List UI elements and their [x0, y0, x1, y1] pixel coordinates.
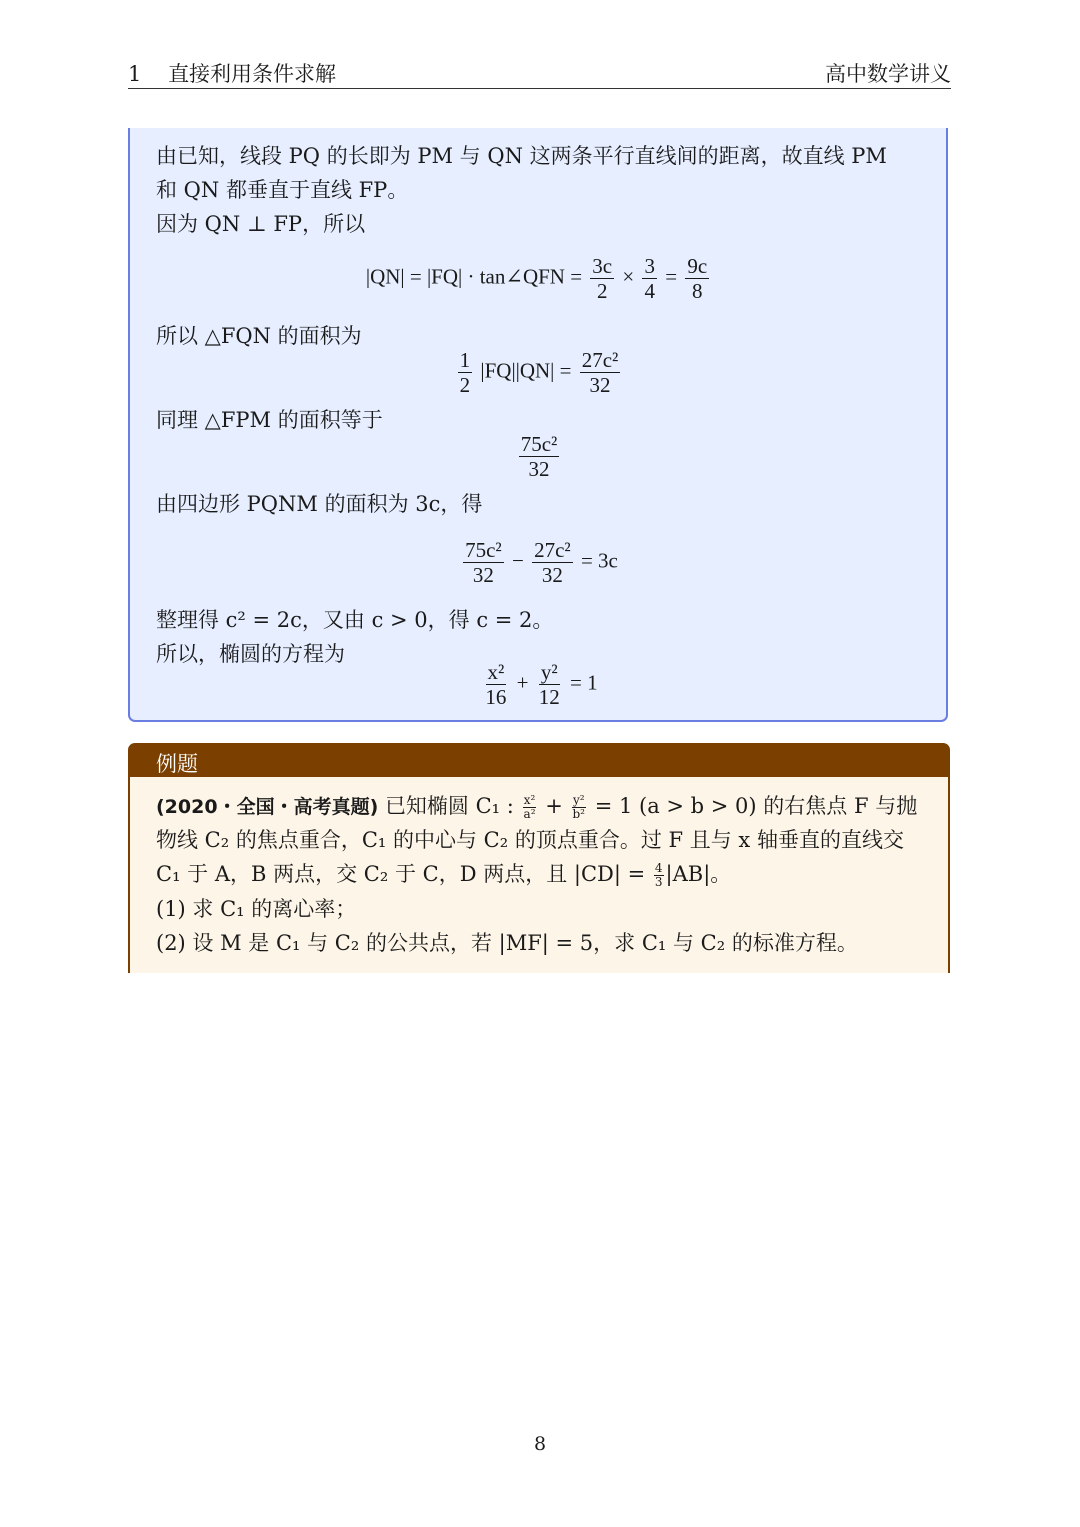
eq2-result: $\frac{\text{27c²}}{32}$ — [581, 348, 619, 397]
eq1-equals: = — [665, 264, 678, 289]
example-l3-a: C₁ 于 A，B 两点，交 C₂ 于 C，D 两点，且 |CD| = — [156, 862, 646, 886]
solution-line-2: 和 QN 都垂直于直线 FP。 — [156, 178, 409, 202]
example-l1-b: = 1 (a > b > 0) 的右焦点 F 与抛 — [594, 794, 918, 818]
solution-line-7: 整理得 c² = 2c，又由 c > 0，得 c = 2。 — [156, 608, 554, 632]
example-line-3 — [156, 860, 731, 889]
eq2-half: $\frac{1}{2}$ — [459, 348, 471, 397]
example-title-bar — [128, 743, 950, 777]
eq4-minus: − — [511, 548, 524, 573]
header-rule — [128, 88, 951, 89]
example-title: 例题 — [156, 752, 198, 776]
eq3-fraction: $\frac{\text{75c²}}{32}$ — [520, 432, 558, 481]
example-frac-y: $\frac{\text{y²}}{\text{b²}}$ — [572, 793, 585, 821]
solution-line-8: 所以，椭圆的方程为 — [156, 642, 345, 666]
solution-line-5: 同理 △FPM 的面积等于 — [156, 408, 383, 432]
equation-area-fqn — [128, 348, 950, 397]
eq1-fraction-2: $\frac{3}{4}$ — [644, 254, 655, 303]
chapter-number: 1 — [128, 62, 142, 86]
equation-qn-length — [128, 254, 950, 303]
eq5-fraction-x: $\frac{\text{x²}}{16}$ — [485, 660, 507, 709]
running-header-book: 高中数学讲义 — [825, 62, 951, 86]
eq1-times: × — [622, 264, 635, 289]
example-l1-a: 已知椭圆 C₁ : — [384, 794, 514, 818]
solution-line-6: 由四边形 PQNM 的面积为 3c，得 — [156, 492, 483, 516]
eq5-rhs: = 1 — [570, 670, 598, 695]
equation-area-difference — [128, 538, 950, 587]
example-frac-four-thirds: $\frac{4}{3}$ — [654, 861, 663, 889]
eq1-fraction-3: $\frac{9c}{8}$ — [687, 254, 708, 303]
equation-area-fpm — [128, 432, 950, 481]
example-l3-b: |AB|。 — [665, 862, 732, 886]
running-header-chapter — [128, 58, 336, 88]
eq4-fraction-1: $\frac{\text{75c²}}{32}$ — [465, 538, 502, 587]
equation-ellipse — [128, 660, 950, 709]
example-l1-plus: + — [545, 794, 563, 818]
eq1-fraction-1: $\frac{3c}{2}$ — [592, 254, 613, 303]
example-source: (2020・全国・高考真题) — [156, 796, 379, 818]
solution-line-3: 因为 QN ⊥ FP，所以 — [156, 212, 366, 236]
example-frac-x: $\frac{\text{x²}}{\text{a²}}$ — [523, 793, 536, 821]
eq1-left: |QN| = |FQ| · tan∠QFN = — [365, 264, 583, 289]
eq2-middle: |FQ||QN| = — [480, 358, 572, 383]
example-line-2: 物线 C₂ 的焦点重合，C₁ 的中心与 C₂ 的顶点重合。过 F 且与 x 轴垂直的直线交 — [156, 828, 904, 852]
eq5-plus: + — [516, 670, 529, 695]
eq4-fraction-2: $\frac{\text{27c²}}{32}$ — [534, 538, 571, 587]
example-question-2: (2) 设 M 是 C₁ 与 C₂ 的公共点，若 |MF| = 5，求 C₁ 与 C₂ 的标准方程。 — [156, 931, 858, 955]
eq4-rhs: = 3c — [580, 548, 618, 573]
example-question-1: (1) 求 C₁ 的离心率； — [156, 897, 357, 921]
chapter-title: 直接利用条件求解 — [168, 62, 337, 86]
eq5-fraction-y: $\frac{\text{y²}}{12}$ — [538, 660, 560, 709]
solution-line-4: 所以 △FQN 的面积为 — [156, 324, 362, 348]
page-number: 8 — [533, 1433, 547, 1455]
solution-line-1: 由已知，线段 PQ 的长即为 PM 与 QN 这两条平行直线间的距离，故直线 PM — [156, 144, 887, 168]
example-line-1 — [156, 792, 917, 821]
